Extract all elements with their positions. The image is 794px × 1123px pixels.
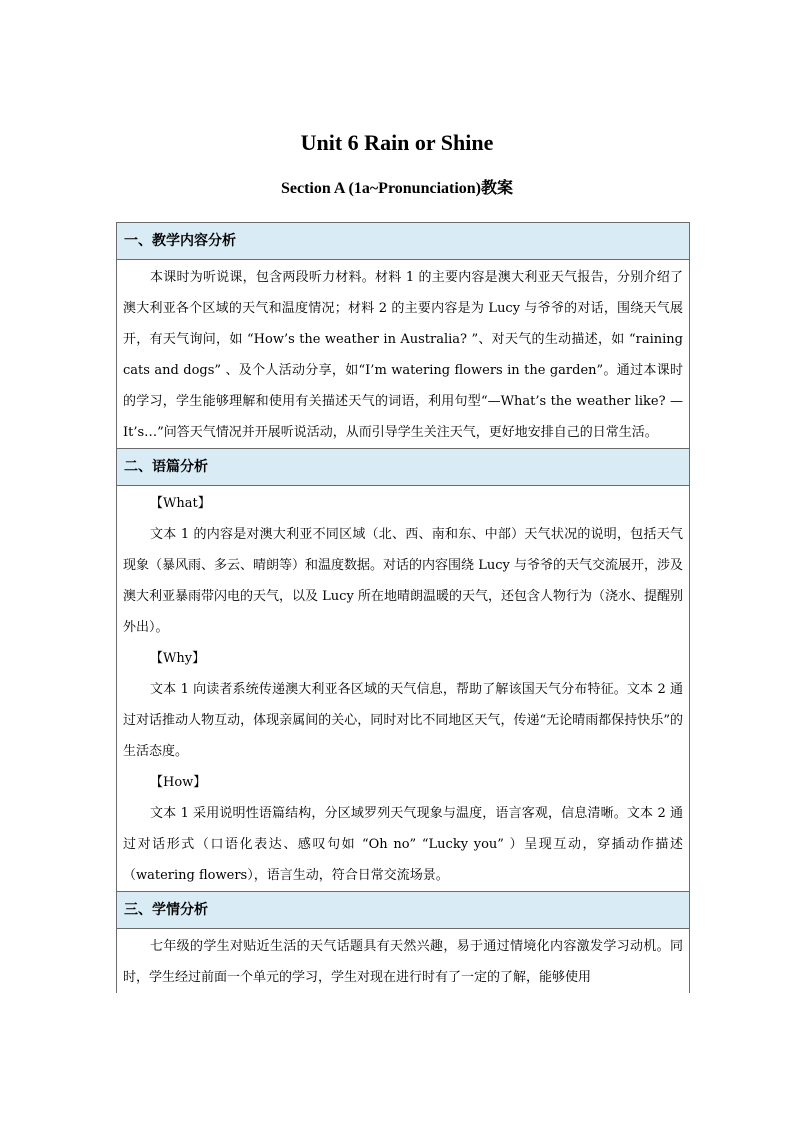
section-body-learner-analysis (117, 929, 689, 993)
why-paragraph: 文本 1 向读者系统传递澳大利亚各区域的天气信息，帮助了解该国天气分布特征。文本 2 通过对话推动人物互动，体现亲属间的关心，同时对比不同地区天气，传递“无论晴雨都保持快乐”的生活态度。 (123, 682, 683, 759)
what-paragraph: 文本 1 的内容是对澳大利亚不同区域（北、西、南和东、中部）天气状况的说明，包括天气现象（暴风雨、多云、晴朗等）和温度数据。对话的内容围绕 Lucy 与爷爷的天气交流展开，涉及澳大利亚暴雨带闪电的天气，以及 Lucy 所在地晴朗温暖的天气，还包含人物行为（浇水、提醒别外出）。 (123, 527, 683, 635)
section-body-content-analysis (117, 260, 689, 449)
section-body-text-analysis (117, 486, 689, 892)
document-title: Unit 6 Rain or Shine (300, 130, 494, 155)
what-tag: 【What】 (150, 496, 211, 511)
how-tag: 【How】 (150, 775, 207, 790)
section-heading-learner-analysis: 三、学情分析 (117, 892, 689, 929)
learner-analysis-paragraph: 七年级的学生对贴近生活的天气话题具有天然兴趣，易于通过情境化内容激发学习动机。同时，学生经过前面一个单元的学习，学生对现在进行时有了一定的了解，能够使用 (123, 939, 683, 985)
lesson-plan-table (116, 222, 690, 993)
how-paragraph: 文本 1 采用说明性语篇结构，分区域罗列天气现象与温度，语言客观，信息清晰。文本 2 通过对话形式（口语化表达、感叹句如 “Oh no” “Lucky you” ）呈现互动，穿插动作描述（watering flowers），语言生动，符合日常交流场景。 (123, 806, 683, 883)
section-heading-text-analysis: 二、语篇分析 (117, 449, 689, 486)
content-analysis-paragraph: 本课时为听说课，包含两段听力材料。材料 1 的主要内容是澳大利亚天气报告，分别介绍了澳大利亚各个区域的天气和温度情况；材料 2 的主要内容是为 Lucy 与爷爷的对话，围绕天气展开，有天气询问，如 “How’s the weather in Australia? ”、对天气的生动描述，如 “raining cats and dogs” 、及个人活动分享，如“I’m watering flowers in the garden”。通过本课时的学习，学生能够理解和使用有关描述天气的词语，利用句型“—What’s the weather like? —It’s…”问答天气情况并开展听说活动，从而引导学生关注天气，更好地安排自己的日常生活。 (123, 270, 683, 440)
why-tag: 【Why】 (150, 651, 206, 666)
document-subtitle: Section A (1a~Pronunciation)教案 (280, 180, 514, 197)
section-heading-content-analysis: 一、教学内容分析 (117, 223, 689, 260)
